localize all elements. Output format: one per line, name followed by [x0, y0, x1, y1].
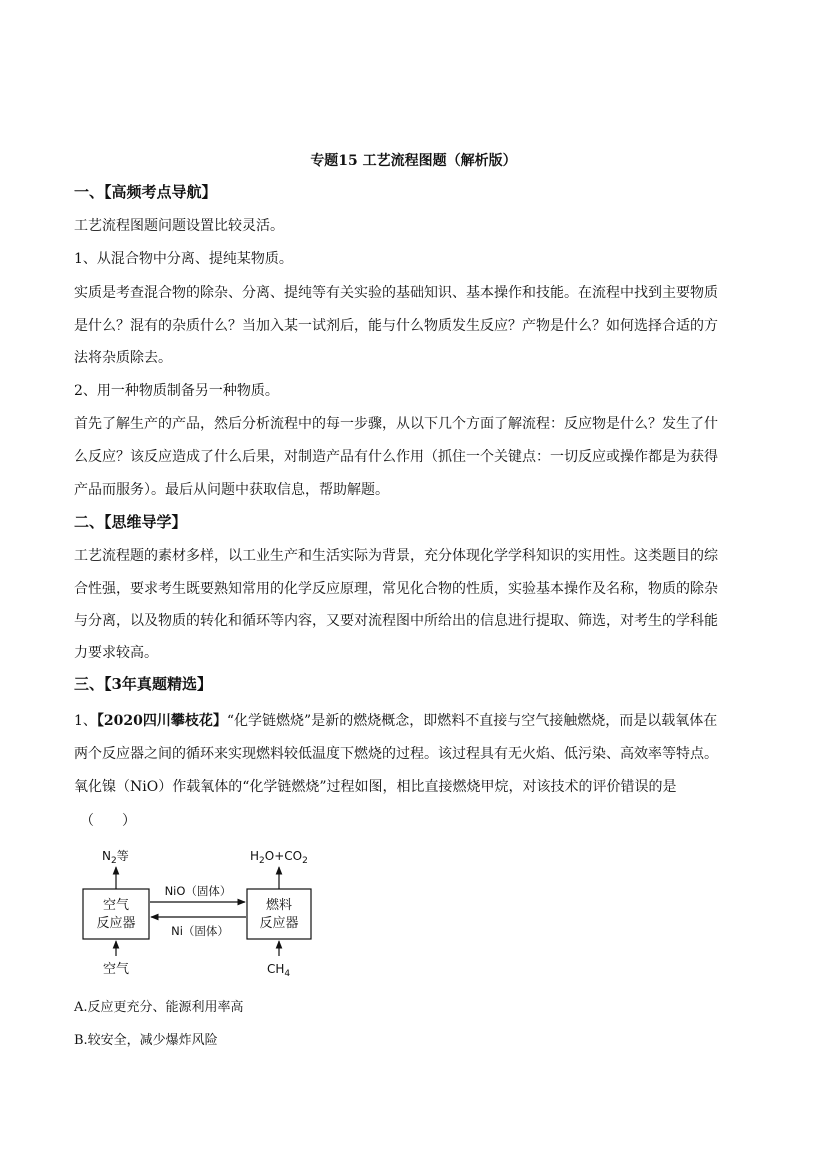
paragraph-line: 合性强，要求考生既要熟知常用的化学反应原理，常见化合物的性质，实验基本操作及名称，物质的除杂: [74, 581, 718, 597]
paragraph-line: 首先了解生产的产品，然后分析流程中的每一步骤，从以下几个方面了解流程：反应物是什么？发生了什: [74, 416, 718, 432]
section-heading-1: 一、【高频考点导航】: [74, 183, 217, 201]
question-text: “化学链燃烧”是新的燃烧概念，即燃料不直接与空气接触燃烧，而是以载氧体在: [226, 713, 718, 729]
section-heading-3: 三、【3年真题精选】: [74, 675, 212, 693]
air-reactor-box: [83, 889, 149, 939]
air-reactor-label: 空气: [102, 898, 130, 913]
paragraph-line: 实质是考查混合物的除杂、分离、提纯等有关实验的基础知识、基本操作和技能。在流程中找到主要物质: [74, 285, 718, 301]
option-b: B.较安全，减少爆炸风险: [74, 1033, 218, 1048]
products-label: $H_2O+CO_2$: [250, 849, 308, 866]
paragraph-line: 是什么？混有的杂质什么？当加入某一试剂后，能与什么物质发生反应？产物是什么？如何选择合适的方: [74, 318, 718, 334]
nitrogen-label: $N_2$等: [102, 849, 129, 866]
fuel-reactor-box: [247, 889, 311, 939]
chemical-looping-diagram: [70, 838, 350, 983]
paragraph-line: 与分离，以及物质的转化和循环等内容，又要对流程图中所给出的信息进行提取、筛选，对考生的学科能: [74, 613, 718, 629]
option-a: A.反应更充分、能源利用率高: [74, 1000, 244, 1015]
fuel-reactor-label: 反应器: [259, 916, 299, 931]
paragraph-line: 工艺流程题的素材多样，以工业生产和生活实际为背景，充分体现化学学科知识的实用性。这类题目的综: [74, 548, 718, 564]
question-number: 1、: [74, 713, 97, 729]
paragraph-line: 氧化镍（NiO）作载氧体的“化学链燃烧”过程如图，相比直接燃烧甲烷，对该技术的评价错误的是: [74, 779, 677, 795]
paragraph-line: 力要求较高。: [74, 645, 158, 661]
paragraph-line: 么反应？该反应造成了什么后果，对制造产品有什么作用（抓住一个关键点：一切反应或操作都是为获得: [74, 449, 718, 465]
methane-label: $CH_4$: [267, 962, 291, 979]
question-source: 【2020四川攀枝花】: [96, 713, 227, 729]
nio-label: NiO（固体）: [164, 884, 232, 898]
question-1-first-line: [74, 710, 717, 730]
air-reactor-label: 反应器: [96, 916, 136, 931]
air-input-label: 空气: [102, 962, 130, 977]
fuel-reactor-label: 燃料: [265, 898, 293, 913]
paragraph-line: 1、从混合物中分离、提纯某物质。: [74, 251, 293, 267]
paragraph-line: 2、用一种物质制备另一种物质。: [74, 383, 279, 399]
ni-label: Ni（固体）: [171, 924, 229, 938]
paragraph-line: 工艺流程图题问题设置比较灵活。: [74, 218, 284, 234]
paragraph-line: 两个反应器之间的循环来实现燃料较低温度下燃烧的过程。该过程具有无火焰、低污染、高效率等特点。: [74, 746, 718, 762]
paragraph-line: 法将杂质除去。: [74, 350, 172, 366]
page-title: 专题15 工艺流程图题（解析版）: [310, 153, 517, 169]
paragraph-line: 产品而服务）。最后从问题中获取信息，帮助解题。: [74, 482, 389, 498]
section-heading-2: 二、【思维导学】: [74, 513, 187, 531]
answer-blank: （ ）: [80, 813, 136, 829]
